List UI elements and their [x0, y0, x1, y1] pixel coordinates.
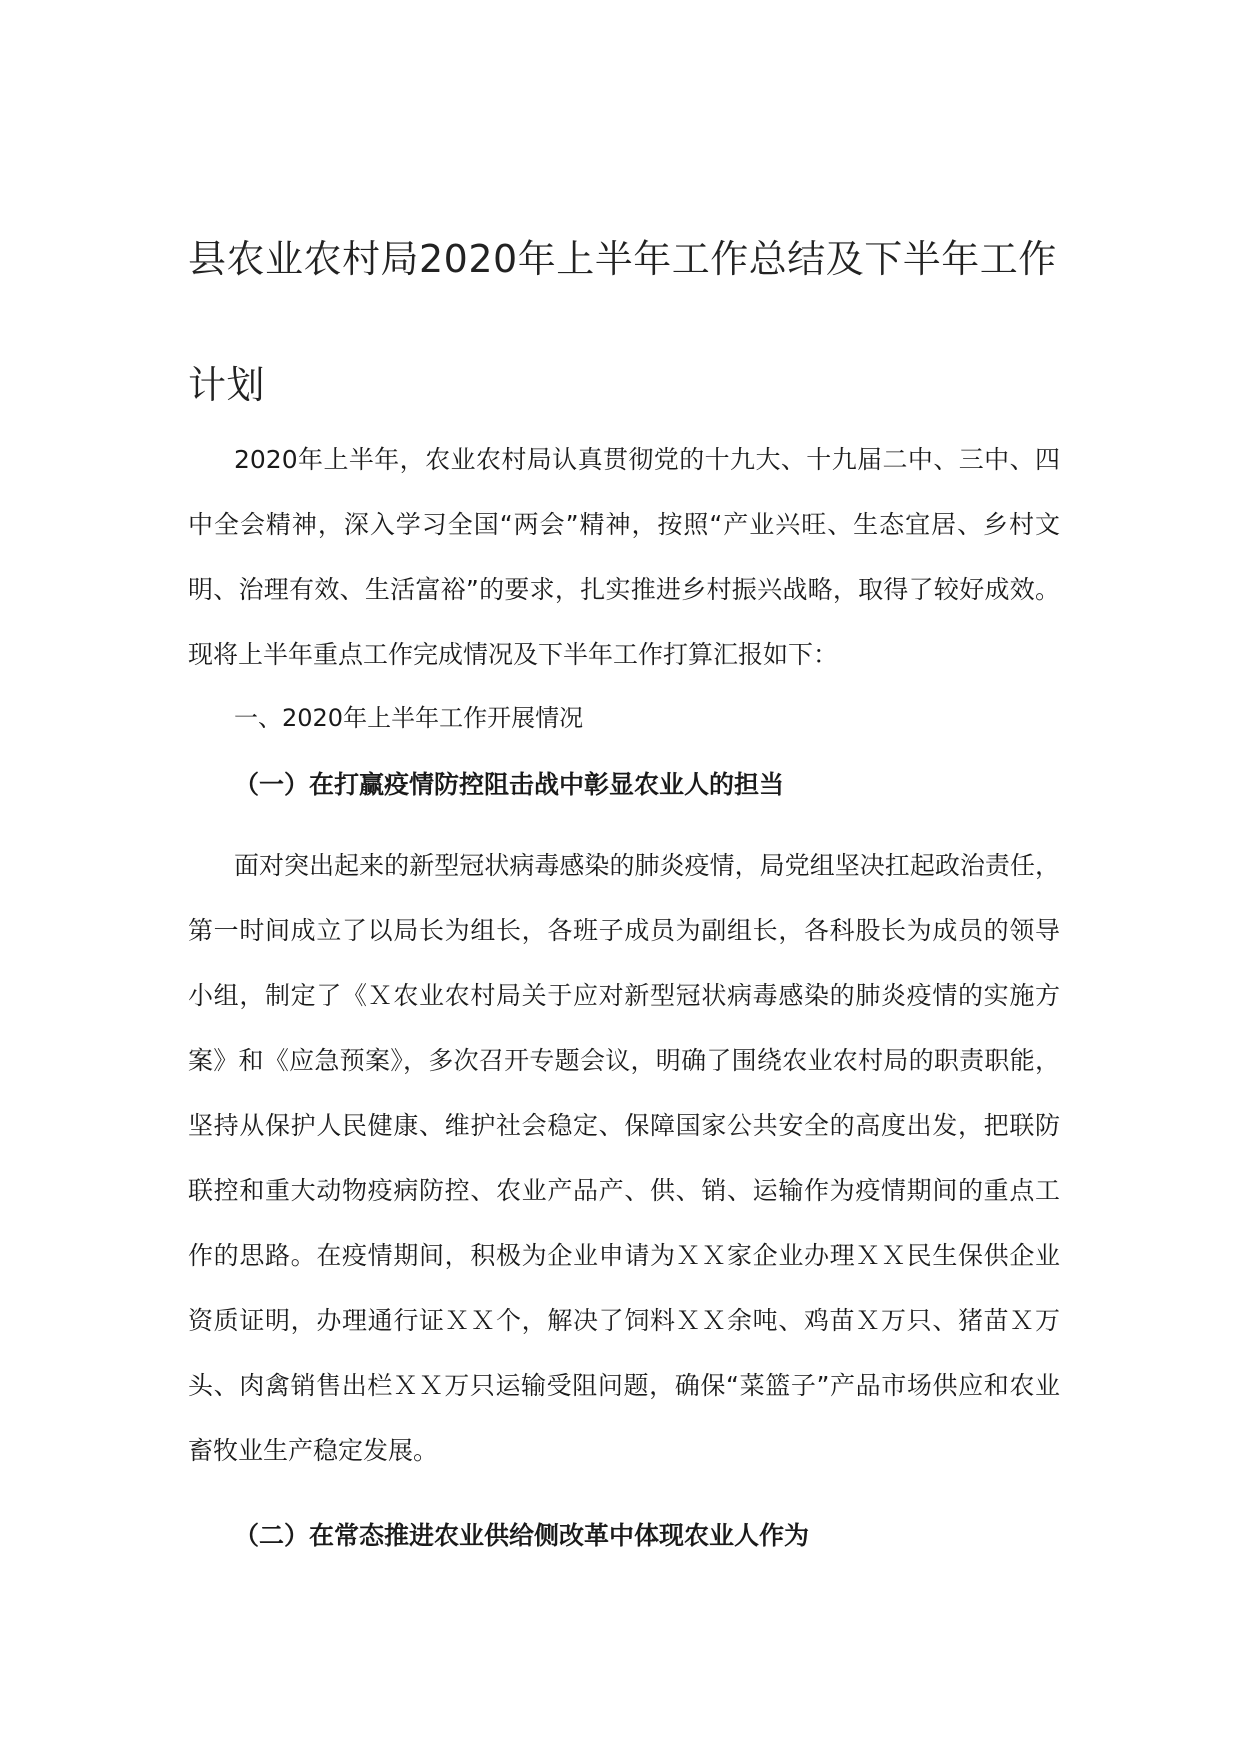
subsection-heading-1: （一）在打赢疫情防控阻击战中彰显农业人的担当: [234, 770, 785, 799]
subsection-1-paragraph: 面对突出起来的新型冠状病毒感染的肺炎疫情，局党组坚决扛起政治责任，第一时间成立了以局长为组长，各班子成员为副组长，各科股长为成员的领导小组，制定了《Ｘ农业农村局关于应对新型冠状病毒感染的肺炎疫情的实施方案》和《应急预案》，多次召开专题会议，明确了围绕农业农村局的职责职能，坚持从保护人民健康、维护社会稳定、保障国家公共安全的高度出发，把联防联控和重大动物疫病防控、农业产品产、供、销、运输作为疫情期间的重点工作的思路。在疫情期间，积极为企业申请为ＸＸ家企业办理ＸＸ民生保供企业资质证明，办理通行证ＸＸ个，解决了饲料ＸＸ余吨、鸡苗Ｘ万只、猪苗Ｘ万头、肉禽销售出栏ＸＸ万只运输受阻问题，确保“菜篮子”产品市场供应和农业畜牧业生产稳定发展。: [188, 851, 1060, 1465]
section-heading-1: 一、2020年上半年工作开展情况: [234, 704, 584, 732]
document-title: 县农业农村局2020年上半年工作总结及下半年工作计划: [188, 237, 1057, 407]
intro-paragraph: 2020年上半年，农业农村局认真贯彻党的十九大、十九届二中、三中、四中全会精神，深入学习全国“两会”精神，按照“产业兴旺、生态宜居、乡村文明、治理有效、生活富裕”的要求，扎实推进乡村振兴战略，取得了较好成效。现将上半年重点工作完成情况及下半年工作打算汇报如下：: [188, 445, 1060, 669]
subsection-heading-2: （二）在常态推进农业供给侧改革中体现农业人作为: [234, 1521, 810, 1550]
